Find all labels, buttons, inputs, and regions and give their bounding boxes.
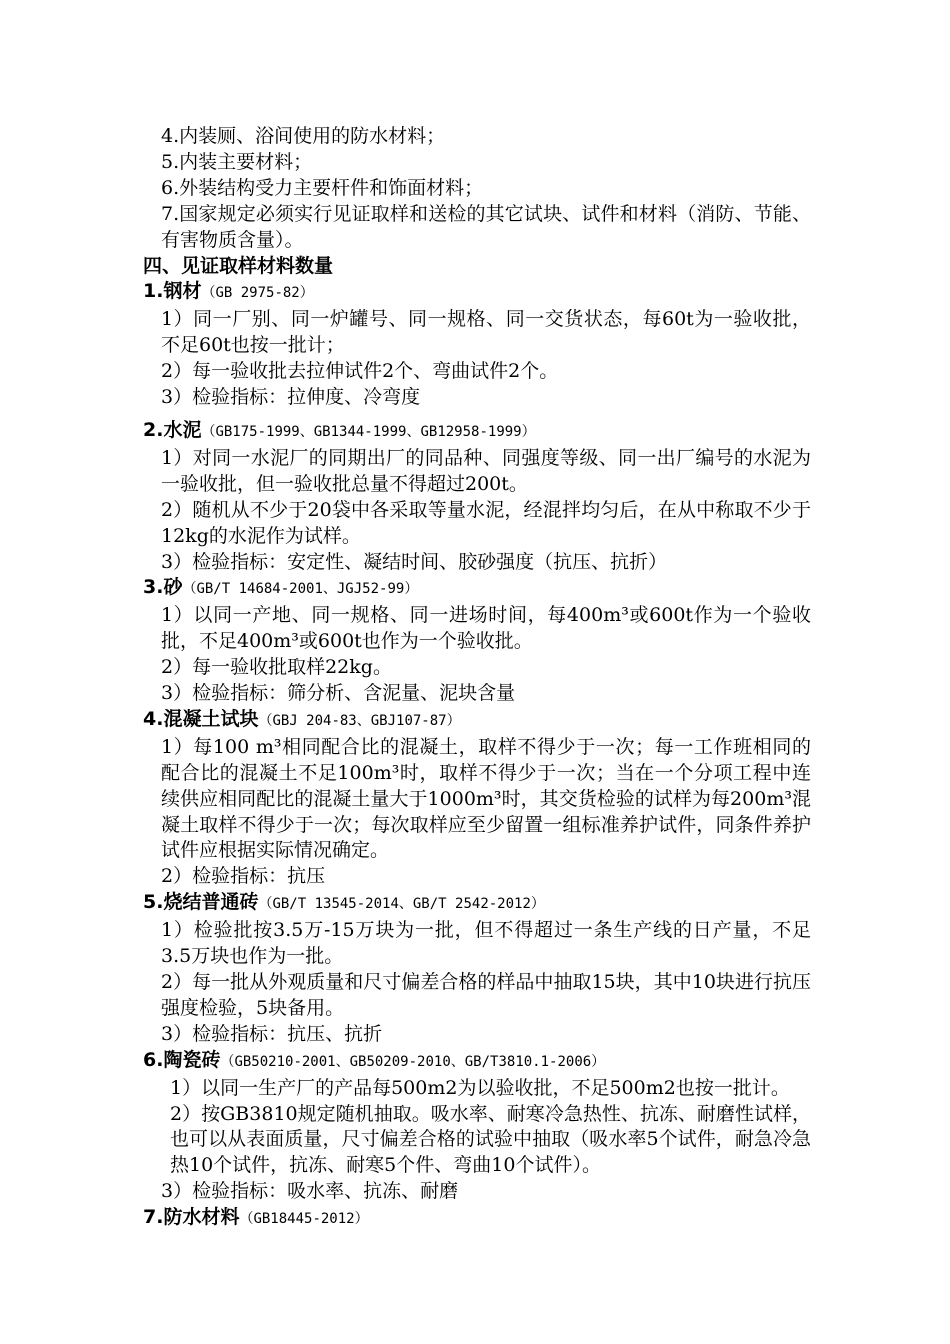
sand-paragraph-2: 2）每一验收批取样22kg。 bbox=[161, 656, 392, 679]
cement-paragraph-3: 3）检验指标：安定性、凝结时间、胶砂强度（抗压、抗折） bbox=[161, 550, 668, 573]
list-item-7: 7.国家规定必须实行见证取样和送检的其它试块、试件和材料（消防、节能、有害物质含量）。 bbox=[161, 202, 811, 251]
concrete-paragraph-1: 1）每100 m³相同配合比的混凝土，取样不得少于一次；每一工作班相同的配合比的混凝土不足100m³时，取样不得少于一次；当在一个分项工程中连续供应相同配比的混凝土量大于1000m³时，其交货检验的试样为每200m³混凝土取样不得少于一次；每次取样应至少留置一组标准养护试件，同条件养护试件应根据实际情况确定。 bbox=[161, 735, 811, 862]
tile-paragraph-2: 2）按GB3810规定随机抽取。吸水率、耐寒冷急热性、抗冻、耐磨性试样，也可以从表面质量，尺寸偏差合格的试验中抽取（吸水率5个试件，耐急冷急热10个试件，抗冻、耐寒5个件、弯曲10个试件）。 bbox=[170, 1102, 811, 1177]
tile-paragraph-1: 1）以同一生产厂的产品每500m2为以验收批，不足500m2也按一批计。 bbox=[170, 1076, 790, 1099]
steel-paragraph-3: 3）检验指标：拉伸度、冷弯度 bbox=[161, 386, 421, 409]
concrete-paragraph-2: 2）检验指标：抗压 bbox=[161, 865, 326, 888]
sand-paragraph-1: 1）以同一产地、同一规格、同一进场时间，每400m³或600t作为一个验收批，不足400m³或600t也作为一个验收批。 bbox=[161, 604, 811, 653]
steel-paragraph-1: 1）同一厂别、同一炉罐号、同一规格、同一交货状态，每60t为一验收批，不足60t也按一批计； bbox=[161, 308, 811, 357]
material-standard: （GB18445-2012） bbox=[239, 1211, 369, 1228]
material-heading-cement bbox=[143, 418, 811, 446]
material-standard: （GB50210-2001、GB50209-2010、GB/T3810.1-2006） bbox=[220, 1053, 606, 1070]
material-standard: （GB/T 13545-2014、GB/T 2542-2012） bbox=[258, 896, 545, 913]
steel-paragraph-2: 2）每一验收批去拉伸试件2个、弯曲试件2个。 bbox=[161, 360, 559, 383]
material-standard: （GB175-1999、GB1344-1999、GB12958-1999） bbox=[201, 423, 536, 440]
material-standard: （GB 2975-82） bbox=[201, 285, 314, 302]
material-title: 5.烧结普通砖 bbox=[143, 891, 259, 914]
section-title: 四、见证取样材料数量 bbox=[143, 254, 334, 277]
material-heading-tile bbox=[143, 1048, 811, 1076]
material-standard: （GB/T 14684-2001、JGJ52-99） bbox=[182, 581, 419, 598]
material-heading-sand bbox=[143, 575, 811, 603]
brick-paragraph-2: 2）每一批从外观质量和尺寸偏差合格的样品中抽取15块，其中10块进行抗压强度检验，5块备用。 bbox=[161, 971, 811, 1019]
material-heading-brick bbox=[143, 890, 811, 918]
material-title: 1.钢材 bbox=[143, 280, 202, 303]
material-heading-concrete bbox=[143, 707, 811, 735]
material-title: 6.陶瓷砖 bbox=[143, 1048, 221, 1071]
material-heading-steel bbox=[143, 279, 811, 307]
sand-paragraph-3: 3）检验指标：筛分析、含泥量、泥块含量 bbox=[161, 682, 516, 705]
list-item-5: 5.内装主要材料； bbox=[161, 150, 313, 173]
list-item-6: 6.外装结构受力主要杆件和饰面材料； bbox=[161, 176, 484, 199]
brick-paragraph-3: 3）检验指标：抗压、抗折 bbox=[161, 1022, 383, 1045]
material-title: 7.防水材料 bbox=[143, 1206, 240, 1229]
cement-paragraph-2: 2）随机从不少于20袋中各采取等量水泥，经混拌均匀后，在从中称取不少于12kg的水泥作为试样。 bbox=[161, 498, 811, 547]
list-item-4: 4.内装厕、浴间使用的防水材料； bbox=[161, 125, 446, 147]
material-title: 2.水泥 bbox=[143, 418, 202, 441]
material-heading-waterproof bbox=[143, 1205, 811, 1233]
cement-paragraph-1: 1）对同一水泥厂的同期出厂的同品种、同强度等级、同一出厂编号的水泥为一验收批，但一验收批总量不得超过200t。 bbox=[161, 446, 811, 495]
brick-paragraph-1: 1）检验批按3.5万-15万块为一批，但不得超过一条生产线的日产量，不足3.5万块也作为一批。 bbox=[161, 919, 811, 968]
material-title: 4.混凝土试块 bbox=[143, 707, 259, 730]
material-standard: （GBJ 204-83、GBJ107-87） bbox=[258, 712, 461, 729]
material-title: 3.砂 bbox=[143, 576, 183, 599]
document-body bbox=[143, 124, 811, 1233]
tile-paragraph-3: 3）检验指标：吸水率、抗冻、耐磨 bbox=[161, 1180, 459, 1203]
